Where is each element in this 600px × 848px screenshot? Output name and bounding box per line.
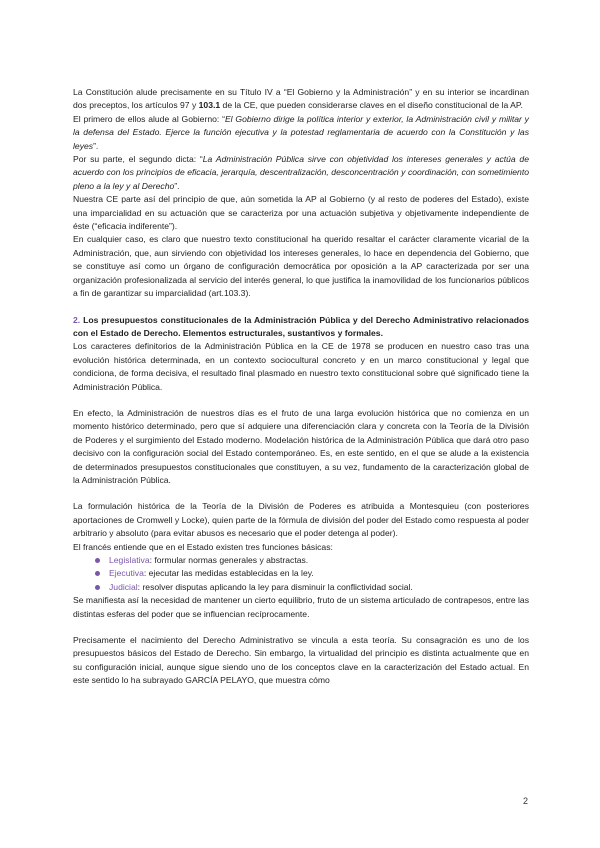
paragraph-imparcialidad: Nuestra CE parte así del principio de que, aún sometida la AP al Gobierno (y al resto de poderes del Estado), existe una imparcialidad en su actuación que se caracteriza por una actuación subjetiva y objetivamente independiente de éste (“eficacia indiferente”).	[73, 194, 529, 232]
bullet-icon	[95, 558, 100, 563]
paragraph-evolucion-historica: En efecto, la Administración de nuestros días es el fruto de una larga evolución histórica que no comienza en un momento histórico determinado, pero que sí adquiere una diferenciación clara y concreta con la Teoría de la División de Poderes y el surgimiento del Estado moderno. Modelación histórica de la Administración Pública que dará otro paso decisivo con la configuración social del Estado contemporáneo. Es, en este sentido, en el que se alude a la existencia de determinados presupuestos constitucionales que constituyen, a su vez, fundamento de la caracterización global de la Administración Pública.	[73, 407, 529, 485]
section-heading	[73, 314, 529, 341]
paragraph-constitution-title-iv: La Constitución alude precisamente en su Título IV a “El Gobierno y la Administración” y en su interior se incardinan dos preceptos, los artículos 97 y 103.1 de la CE, que pueden considerarse claves en el diseño constitucional de la AP.	[73, 87, 529, 111]
section-title: Los presupuestos constitucionales de la Administración Pública y del Derecho Administrativo relacionados con el Estado de Derecho. Elementos estructurales, sustantivos y formales.	[73, 314, 530, 338]
section-number: 2.	[73, 314, 81, 325]
list-item-judicial: Judicial: resolver disputas aplicando la ley para disminuir la conflictividad social.	[95, 581, 529, 594]
paragraph-tres-funciones: El francés entiende que en el Estado existen tres funciones básicas:	[73, 541, 333, 552]
paragraph-caracter-vicarial: En cualquier caso, es claro que nuestro texto constitucional ha querido resaltar el carácter claramente vicarial de la Administración, que, aun sirviendo con objetividad los intereses generales, lo hace en dependencia del Gobierno, que se constituye así como un órgano de configuración democrática por oposición a la AP caracterizada por ser una organización profesionalizada al servicio del interés general, lo que justifica la inamovilidad de los funcionarios públicos a fin de garantizar su imparcialidad (art.103.3).	[73, 234, 529, 299]
functions-list	[73, 554, 529, 594]
bullet-icon	[95, 585, 100, 590]
list-item-legislativa: Legislativa: formular normas generales y abstractas.	[95, 554, 529, 567]
article-ref-bold: 103.1	[198, 100, 221, 111]
paragraph-caracteres-definitorios: Los caracteres definitorios de la Administración Pública en la CE de 1978 se producen en nuestro caso tras una evolución histórica determinada, en un contexto sociocultural concreto y en un marco constitucional y legal que condiciona, de forma decisiva, el resultado final plasmado en nuestro texto constitucional sobre qué significado tiene la Administración Pública.	[73, 341, 529, 392]
paragraph-equilibrio: Se manifiesta así la necesidad de mantener un cierto equilibrio, fruto de un sistema articulado de contrapesos, entre las distintas esferas del poder que se influencian recíprocamente.	[73, 595, 529, 619]
document-body	[73, 86, 529, 688]
bullet-icon	[95, 571, 100, 576]
page-number: 2	[522, 796, 528, 806]
paragraph-article-97: El primero de ellos alude al Gobierno: “El Gobierno dirige la política interior y exterior, la Administración civil y militar y la defensa del Estado. Ejerce la función ejecutiva y la potestad reglamentaria de acuerdo con la Constitución y las leyes”.	[73, 113, 529, 151]
paragraph-montesquieu: La formulación histórica de la Teoría de la División de Poderes es atribuida a Montesquieu (con posteriores aportaciones de Cromwell y Locke), quien parte de la fórmula de división del poder del Estado como respuesta al poder arbitrario y absoluto (para evitar abusos es necesario que el poder detenga al poder).	[73, 501, 529, 539]
quote-article-103: La Administración Pública sirve con objetividad los intereses generales y actúa de acuerdo con los principios de eficacia, jerarquía, descentralización, desconcentración y coordinación, con sometimiento pleno a la ley y al Derecho	[73, 154, 529, 191]
list-item-ejecutiva: Ejecutiva: ejecutar las medidas establecidas en la ley.	[95, 567, 529, 580]
paragraph-derecho-administrativo: Precisamente el nacimiento del Derecho Administrativo se vincula a esta teoría. Su consagración es uno de los presupuestos básicos del Estado de Derecho. Sin embargo, la virtualidad del principio es distinta actualmente que en su configuración inicial, aunque sigue siendo uno de los conceptos clave en la caracterización del Estado actual. En este sentido lo ha subrayado GARCÍA PELAYO, que muestra cómo	[73, 635, 529, 686]
paragraph-article-103: Por su parte, el segundo dicta: “La Administración Pública sirve con objetividad los intereses generales y actúa de acuerdo con los principios de eficacia, jerarquía, descentralización, desconcentración y coordinación, con sometimiento pleno a la ley y al Derecho”.	[73, 154, 529, 191]
quote-article-97: El Gobierno dirige la política interior y exterior, la Administración civil y militar y la defensa del Estado. Ejerce la función ejecutiva y la potestad reglamentaria de acuerdo con la Constitución y las leyes	[73, 113, 529, 151]
